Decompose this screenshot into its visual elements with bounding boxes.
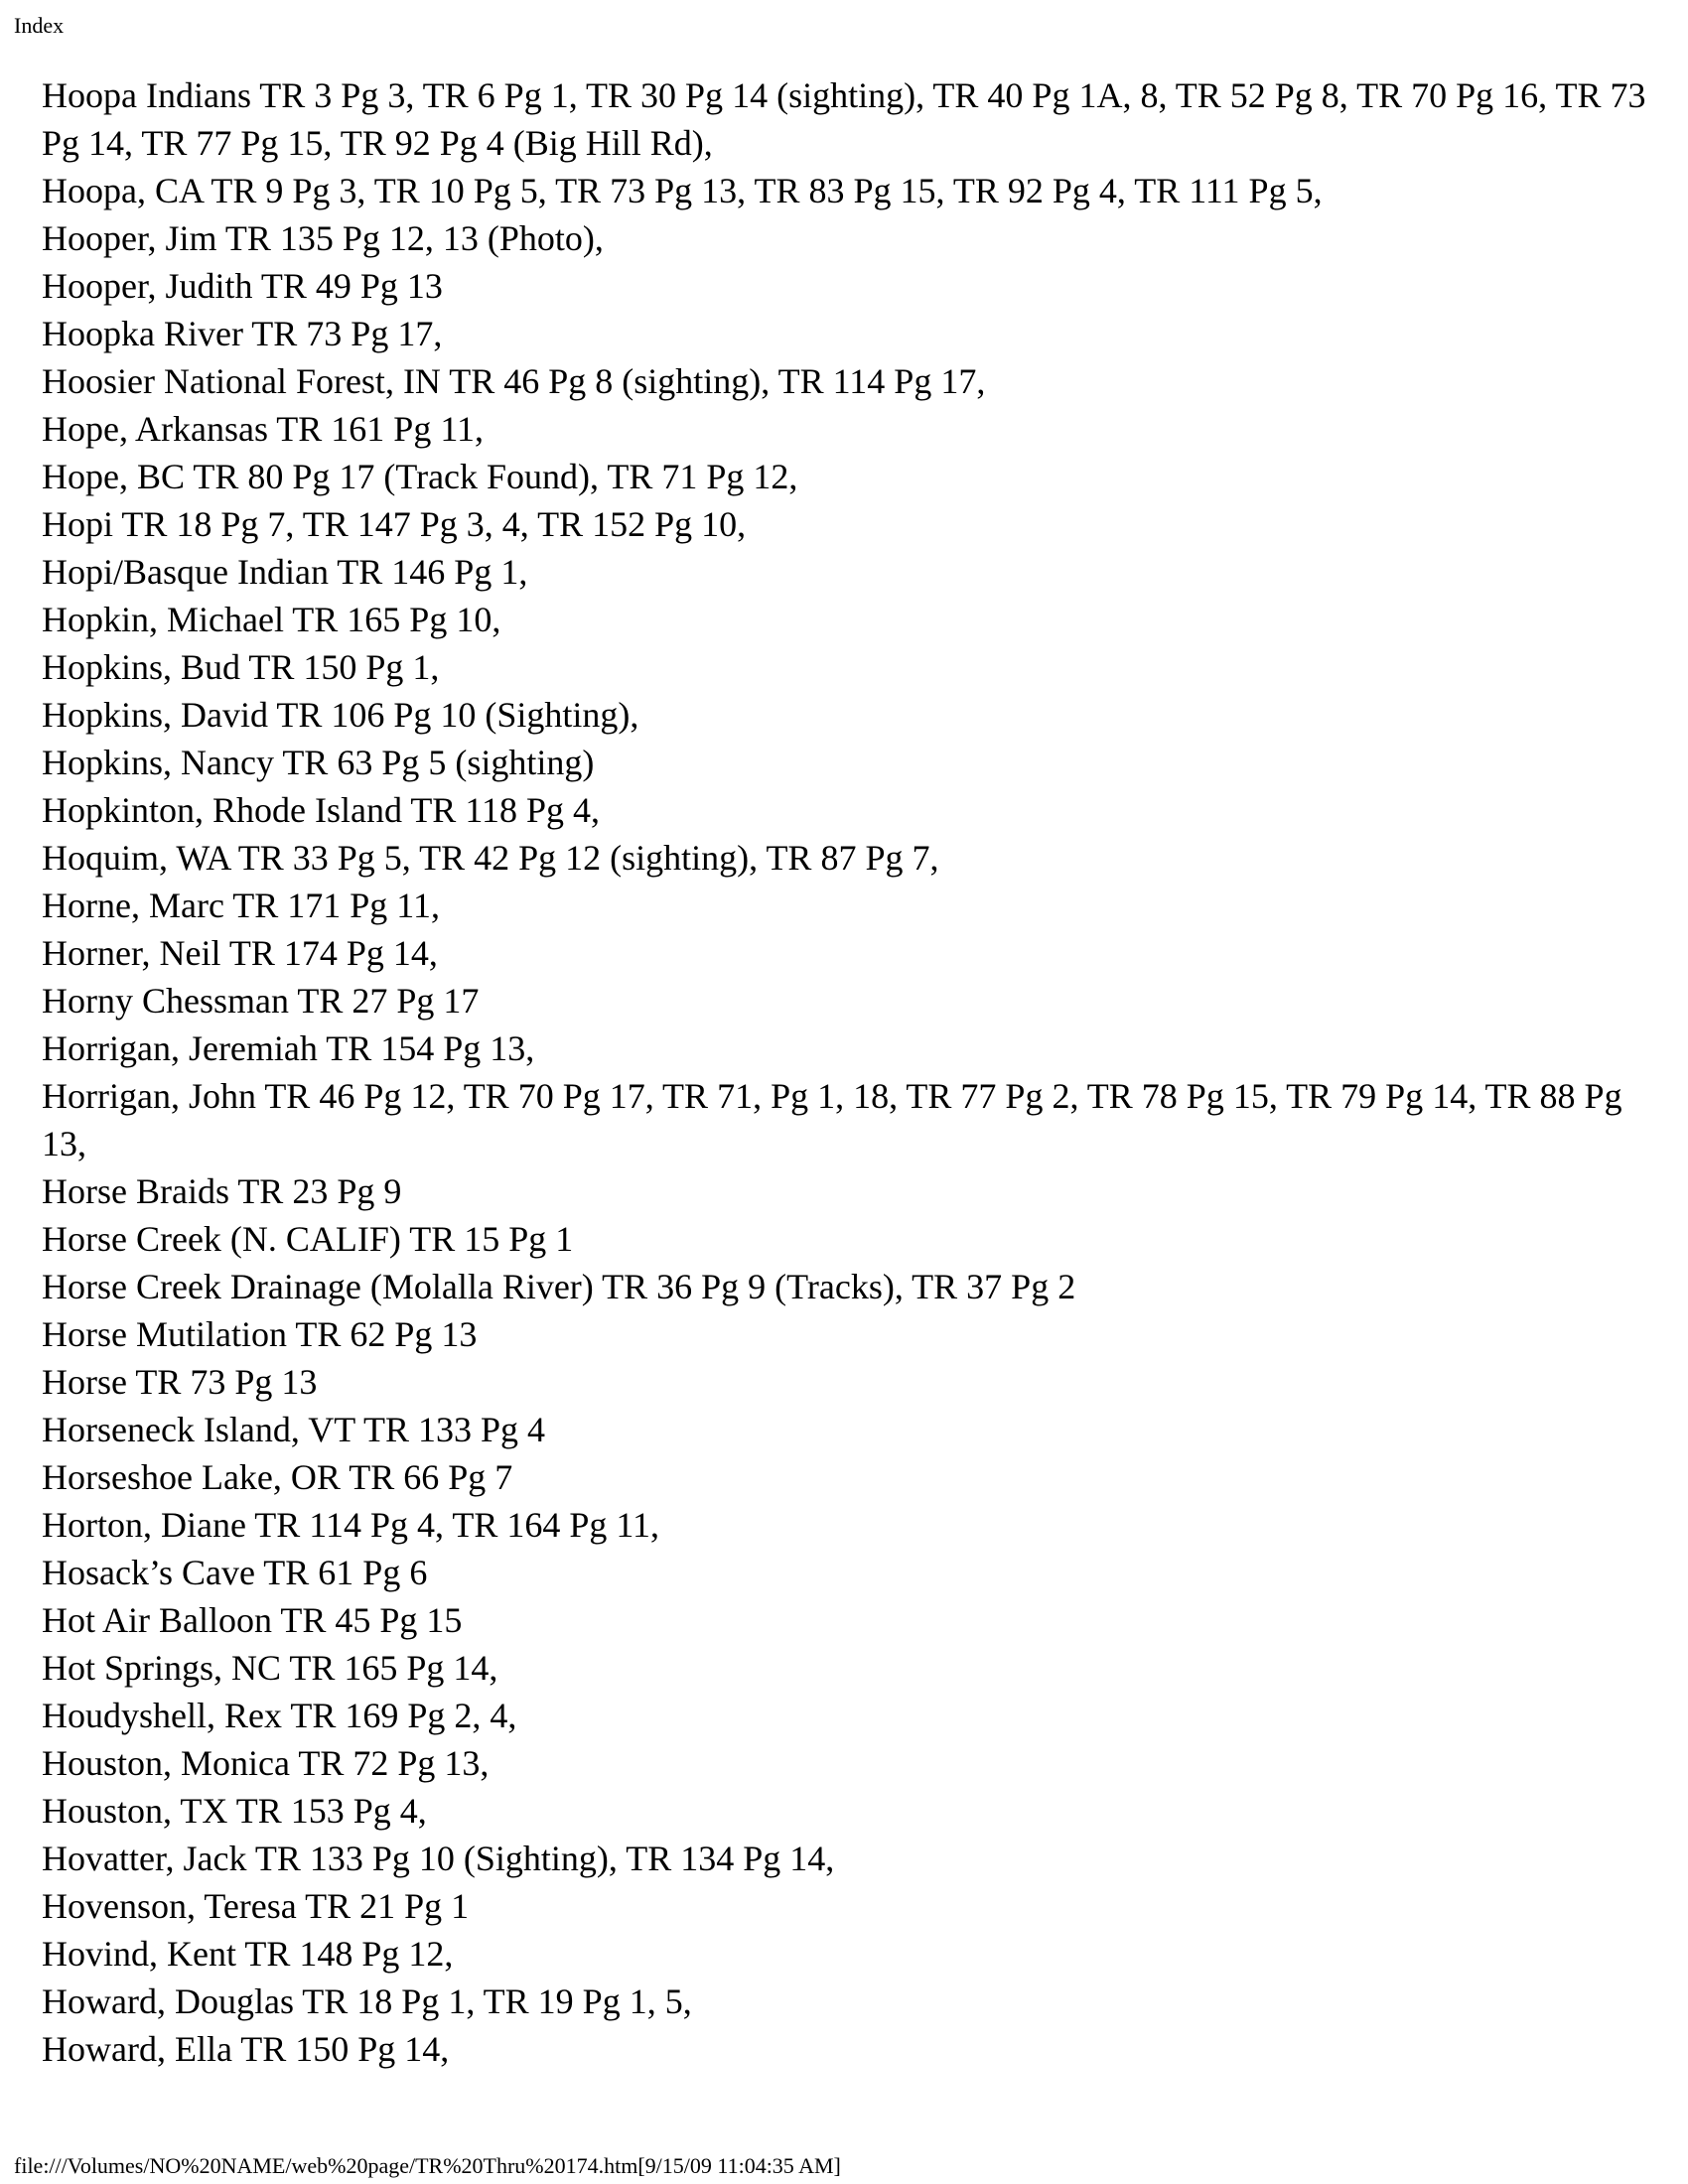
index-entry: Hoopa Indians TR 3 Pg 3, TR 6 Pg 1, TR 30 Pg 14 (sighting), TR 40 Pg 1A, 8, TR 52 Pg 8, TR 70 Pg 16, TR 73 Pg 14, TR 77 Pg 15, TR 92 Pg 4 (Big Hill Rd), <box>42 75 1646 163</box>
index-entry: Hopkinton, Rhode Island TR 118 Pg 4, <box>42 790 601 830</box>
index-entry: Horse Creek Drainage (Molalla River) TR 36 Pg 9 (Tracks), TR 37 Pg 2 <box>42 1267 1076 1306</box>
page-title: Index <box>14 13 65 38</box>
index-entry: Howard, Ella TR 150 Pg 14, <box>42 2029 450 2069</box>
index-entry: Houdyshell, Rex TR 169 Pg 2, 4, <box>42 1696 517 1735</box>
index-entry: Hopkins, Nancy TR 63 Pg 5 (sighting) <box>42 743 595 782</box>
index-entry: Horse Braids TR 23 Pg 9 <box>42 1171 402 1211</box>
index-entry: Hovatter, Jack TR 133 Pg 10 (Sighting), TR 134 Pg 14, <box>42 1839 835 1878</box>
index-entry: Hopkins, Bud TR 150 Pg 1, <box>42 647 440 687</box>
index-entry: Horse Mutilation TR 62 Pg 13 <box>42 1314 478 1354</box>
source-url-footer: file:///Volumes/NO%20NAME/web%20page/TR%20Thru%20174.htm[9/15/09 11:04:35 AM] <box>14 2153 841 2178</box>
index-entry: Horny Chessman TR 27 Pg 17 <box>42 981 480 1021</box>
index-entry: Hopkin, Michael TR 165 Pg 10, <box>42 600 501 639</box>
index-entry: Hopkins, David TR 106 Pg 10 (Sighting), <box>42 695 639 735</box>
index-entry: Hot Springs, NC TR 165 Pg 14, <box>42 1648 498 1688</box>
index-entry: Horne, Marc TR 171 Pg 11, <box>42 886 440 925</box>
index-entry: Hopi TR 18 Pg 7, TR 147 Pg 3, 4, TR 152 Pg 10, <box>42 504 747 544</box>
index-entry: Houston, TX TR 153 Pg 4, <box>42 1791 427 1831</box>
index-entry: Howard, Douglas TR 18 Pg 1, TR 19 Pg 1, 5, <box>42 1981 692 2021</box>
index-entry: Hosack’s Cave TR 61 Pg 6 <box>42 1553 428 1592</box>
index-entry: Hovenson, Teresa TR 21 Pg 1 <box>42 1886 470 1926</box>
index-entry: Hope, Arkansas TR 161 Pg 11, <box>42 409 484 449</box>
index-list <box>42 71 1650 2073</box>
index-entry: Hot Air Balloon TR 45 Pg 15 <box>42 1600 463 1640</box>
index-entry: Horseshoe Lake, OR TR 66 Pg 7 <box>42 1457 513 1497</box>
index-entry: Hoopka River TR 73 Pg 17, <box>42 314 443 353</box>
index-entry: Horton, Diane TR 114 Pg 4, TR 164 Pg 11, <box>42 1505 660 1545</box>
index-entry: Horse Creek (N. CALIF) TR 15 Pg 1 <box>42 1219 574 1259</box>
index-entry: Hooper, Judith TR 49 Pg 13 <box>42 266 443 306</box>
index-entry: Hovind, Kent TR 148 Pg 12, <box>42 1934 454 1974</box>
index-entry: Hopi/Basque Indian TR 146 Pg 1, <box>42 552 528 592</box>
index-entry: Horrigan, Jeremiah TR 154 Pg 13, <box>42 1028 535 1068</box>
index-entry: Hoosier National Forest, IN TR 46 Pg 8 (sighting), TR 114 Pg 17, <box>42 361 986 401</box>
index-entry: Hoopa, CA TR 9 Pg 3, TR 10 Pg 5, TR 73 Pg 13, TR 83 Pg 15, TR 92 Pg 4, TR 111 Pg 5, <box>42 171 1323 210</box>
index-entry: Horrigan, John TR 46 Pg 12, TR 70 Pg 17, TR 71, Pg 1, 18, TR 77 Pg 2, TR 78 Pg 15, TR 79 Pg 14, TR 88 Pg 13, <box>42 1076 1622 1163</box>
index-entry: Horner, Neil TR 174 Pg 14, <box>42 933 438 973</box>
index-entry: Hoquim, WA TR 33 Pg 5, TR 42 Pg 12 (sighting), TR 87 Pg 7, <box>42 838 939 878</box>
index-entry: Hooper, Jim TR 135 Pg 12, 13 (Photo), <box>42 218 604 258</box>
index-entry: Horse TR 73 Pg 13 <box>42 1362 318 1402</box>
index-entry: Houston, Monica TR 72 Pg 13, <box>42 1743 490 1783</box>
index-entry: Horseneck Island, VT TR 133 Pg 4 <box>42 1410 545 1449</box>
index-entry: Hope, BC TR 80 Pg 17 (Track Found), TR 71 Pg 12, <box>42 457 798 496</box>
